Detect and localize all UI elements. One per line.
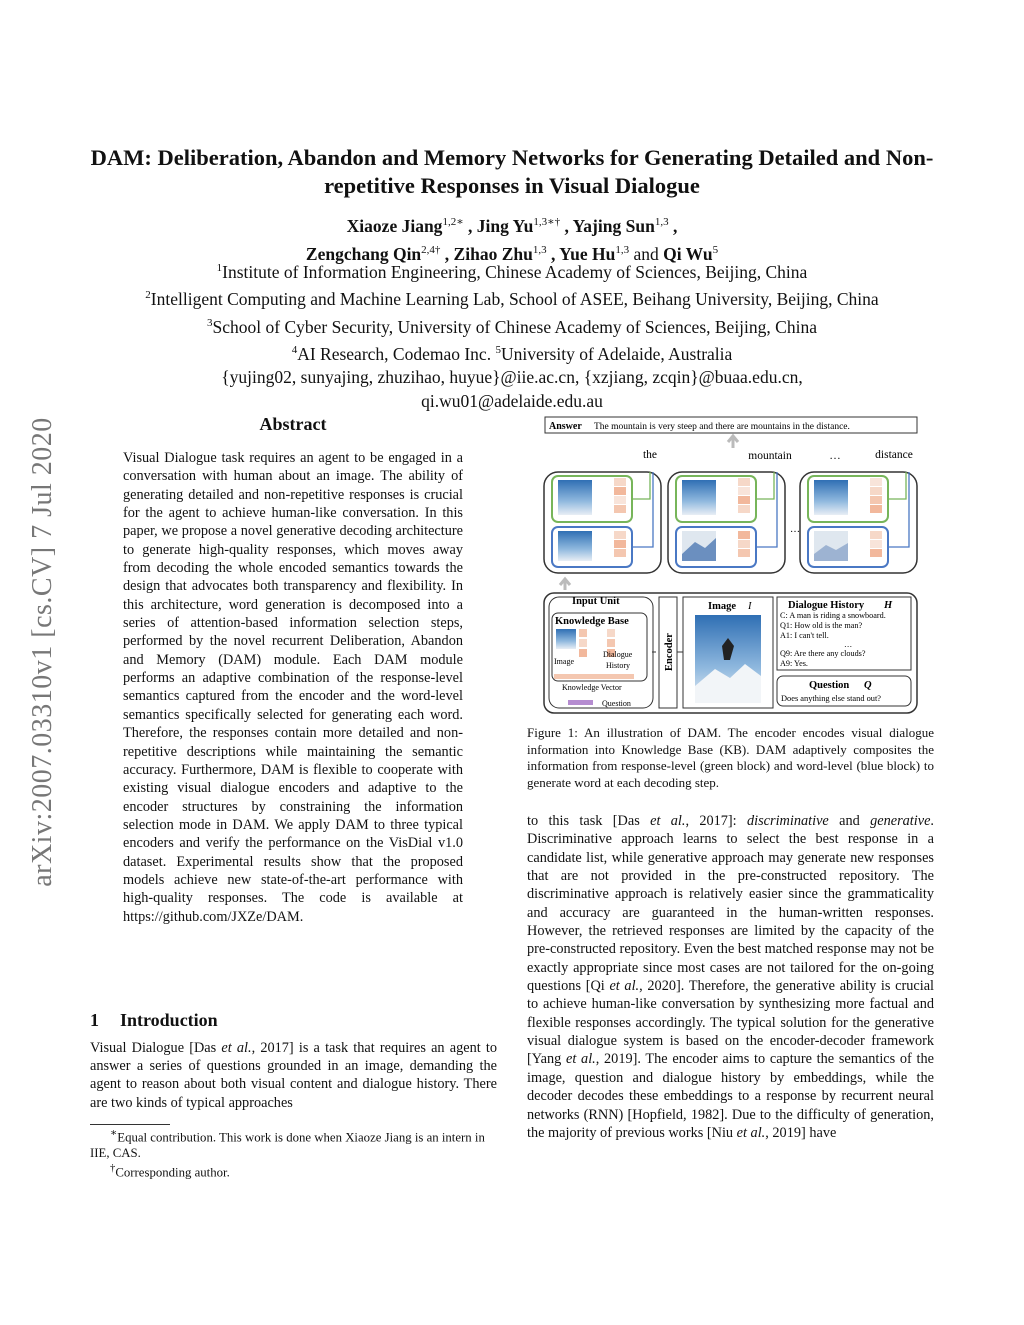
footnote — [90, 1161, 497, 1180]
question-label: Question — [809, 680, 850, 691]
intro-text: , 2017] is a task that requires an agent to answer a series of questions grounded in an image, demanding the agent to reason about both visual content and dialogue history. There are two kinds of typical approaches — [90, 1040, 498, 1111]
author-name: Yue Hu — [559, 243, 616, 264]
input-unit-label: Input Unit — [572, 596, 620, 607]
author-name: Zengchang Qin — [305, 243, 422, 264]
ellipsis: … — [790, 524, 800, 535]
body-text: , 2020]. Therefore, the generative ability is crucial to achieve human-like conversation by synthesizing more factual and flexible responses accordingly. The typical solution for the generative visual dialogue system is based on the encoder-decoder framework [Yang — [527, 978, 935, 1068]
history-line: Q1: How old is the man? — [780, 621, 863, 630]
author-sup: 1,3 — [615, 243, 630, 256]
body-text: , 2019]. The encoder aims to capture the semantics of the image, question and dialogue history by embeddings, while the decoder decodes these embeddings to a response by recurrent neural networks (RNN) [Hopfield, 1982]. Due to the difficulty of generation, the majority of previous works [Niu — [527, 1051, 934, 1141]
arxiv-identifier: arXiv:2007.03310v1 [cs.CV] 7 Jul 2020 — [27, 417, 58, 887]
word-label: … — [829, 450, 841, 462]
footnote — [90, 1126, 497, 1161]
snowboard-image — [682, 480, 716, 515]
affiliation-text: Institute of Information Engineering, Chinese Academy of Sciences, Beijing, China — [222, 261, 808, 282]
intro-etal: et al. — [221, 1040, 252, 1056]
author-name: Zihao Zhu — [453, 243, 533, 264]
history-line: C: A man is riding a snowboard. — [780, 611, 886, 620]
author-name: Xiaoze Jiang — [346, 215, 443, 236]
kb-dialogue-label: Dialogue — [603, 650, 633, 659]
affiliation-sup: 3 — [207, 316, 213, 329]
word-label: mountain — [748, 450, 792, 462]
image-var: I — [748, 601, 752, 612]
author-sup: 1,3 — [654, 216, 669, 228]
email-line: {yujing02, sunyajing, zhuzihao, huyue}@iie.ac.cn, {xzjiang, zcqin}@buaa.edu.cn, — [221, 367, 803, 388]
footnote-text: Equal contribution. This work is done when Xiaoze Jiang is an intern in IIE, CAS. — [90, 1130, 485, 1161]
affiliation-line — [60, 284, 964, 311]
footnote-text: Corresponding author. — [115, 1165, 230, 1180]
up-arrow-icon — [560, 579, 570, 590]
word-label: distance — [875, 449, 913, 461]
body-text: . Discriminative approach learns to select the best response in a candidate list, while generative approach may generate new responses that are not provided in the pre-constructed repository. The discriminative approach is relatively easier since the grammaticality and accuracy are guaranteed in the human-written responses. However, the retrieved responses are limited by the capacity of the pre-constructed repository. Even the best matched response may not be exactly appropriate since most cases are not tailored for the on-going questions [Qi — [527, 813, 934, 995]
footnote-mark: † — [110, 1163, 116, 1175]
word-label: the — [642, 449, 658, 461]
author-sup: 1,2∗ — [442, 216, 464, 228]
dialogue-history-label: Dialogue History — [788, 600, 865, 611]
figure-caption: Figure 1: An illustration of DAM. The encoder encodes visual dialogue information into Knowledge Base (KB). DAM adaptively composites the information from response-level (green block) and word-level (blue block) to generate word at each decoding step. — [527, 725, 934, 790]
section-number: 1 — [90, 1010, 99, 1030]
section-title: Introduction — [120, 1010, 218, 1030]
dam-figure — [540, 414, 922, 717]
affiliation-line — [60, 257, 964, 284]
question-legend-swatch — [568, 700, 593, 705]
question-legend-label: Question — [602, 699, 631, 708]
term-discriminative: discriminative — [746, 813, 829, 829]
dam-module — [668, 472, 785, 573]
intro-paragraph — [90, 1039, 497, 1112]
up-arrow-icon — [728, 436, 738, 448]
right-column-text — [527, 812, 934, 1142]
affiliation-sup: 4 — [291, 343, 298, 356]
encoder-label: Encoder — [664, 633, 675, 671]
etal: et al. — [609, 978, 640, 995]
body-text: , 2017]: — [685, 813, 747, 829]
author-sup: 1,3∗† — [533, 216, 561, 228]
intro-text: Visual Dialogue [Das — [90, 1040, 222, 1056]
snowboard-image — [814, 480, 848, 515]
snowboard-image — [558, 531, 592, 561]
term-generative: generative — [870, 813, 931, 829]
affiliation-line — [60, 312, 964, 339]
history-line: A9: Yes. — [780, 659, 808, 668]
answer-label: Answer — [549, 421, 582, 432]
affiliation-sup: 5 — [495, 343, 501, 356]
history-line: … — [844, 640, 853, 649]
affiliation-text: AI Research, Codemao Inc. — [297, 343, 492, 364]
author-sup: 5 — [712, 243, 719, 256]
affiliation-text: School of Cyber Security, University of Chinese Academy of Sciences, Beijing, China — [212, 316, 817, 337]
abstract-body: Visual Dialogue task requires an agent to be engaged in a conversation with human about an image. The ability of generating detailed and non-repetitive responses is crucial for the agent to achieve human-like conversation. In this paper, we propose a novel generative decoding architecture to generate high-quality responses, which moves away from decoding the whole encoded semantics towards the design that advocates both transparency and flexibility. In this architecture, word generation is decomposed into a series of attention-based information selection steps, performed by the novel recurrent Deliberation, Abandon and Memory (DAM) module. Each DAM module performs an adaptive combination of the response-level semantics captured from the encoder and the word-level semantics specifically selected for generating each word. Therefore, the responses contain more detailed and non-repetitive descriptions while maintaining the semantic accuracy. Furthermore, DAM is flexible to cooperate with existing visual dialogue encoders and adaptive to the encoder structures by constraining the information selection mode in DAM. We apply DAM to three typical encoders and verify the performance on the VisDial v1.0 dataset. Experimental results show that the proposed models achieve new state-of-the-art performance with high-quality responses. The code is available at https://github.com/JXZe/DAM. — [123, 450, 463, 925]
author-name: Jing Yu — [476, 215, 534, 236]
kb-image-thumb — [556, 629, 576, 649]
history-var: H — [884, 600, 893, 611]
knowledge-vector-label: Knowledge Vector — [562, 683, 622, 692]
kb-image-label: Image — [554, 657, 574, 666]
knowledge-base-label: Knowledge Base — [555, 616, 629, 627]
etal: et al. — [736, 1124, 766, 1141]
snowboard-image — [558, 480, 592, 515]
author-list: Xiaoze Jiang$^{1,2∗}$ , Jing $Yu^{1,3∗\dagger}$ , Yajing Sun$^{1,3}$ , Zengchang Qin$^{2,4\dagger}$ , Zihao Zhu$^{1,3}$ , Yue Hu$^{1,3}$ and Qi Wu$^5$ — [305, 215, 719, 264]
footnotes — [90, 1126, 497, 1181]
author-and: and — [633, 243, 659, 264]
question-text: Does anything else stand out? — [781, 694, 882, 703]
author-name: Yajing Sun — [572, 215, 655, 236]
email-line: qi.wu01@adelaide.edu.au — [421, 390, 603, 411]
footnote-rule — [90, 1124, 170, 1125]
affiliation-text: Intelligent Computing and Machine Learning Lab, School of ASEE, Beihang University, Beijing, China — [150, 289, 879, 310]
image-label: Image — [708, 601, 736, 612]
etal: et al. — [566, 1051, 596, 1068]
footnote-mark: ∗ — [110, 1128, 118, 1139]
paper-title: DAM: Deliberation, Abandon and Memory Networks for Generating Detailed and Non-repetitive Responses in Visual Dialogue — [90, 145, 934, 198]
dam-module — [544, 472, 661, 573]
question-var: Q — [864, 680, 872, 691]
body-text: , 2019] have — [765, 1124, 837, 1141]
affiliation-text: University of Adelaide, Australia — [500, 343, 733, 364]
dam-module — [800, 472, 917, 573]
arxiv-sidebar — [28, 372, 58, 932]
history-line: Q9: Are there any clouds? — [780, 649, 866, 658]
affiliation-sup: 1 — [216, 262, 223, 274]
author-name: Qi Wu — [663, 243, 713, 264]
section-heading — [90, 1010, 218, 1031]
body-text: to this task [Das — [527, 813, 651, 829]
body-text: and — [828, 813, 871, 829]
affiliation-sup: 2 — [145, 289, 151, 302]
author-sup: 2,4† — [421, 243, 441, 256]
affiliations — [60, 257, 964, 413]
answer-text: The mountain is very steep and there are mountains in the distance. — [594, 422, 850, 432]
author-sup: 1,3 — [532, 243, 547, 256]
affiliation-line — [60, 339, 964, 366]
kb-history-label: History — [606, 661, 630, 670]
etal: et al. — [650, 813, 686, 829]
abstract-heading: Abstract — [259, 414, 327, 434]
history-line: A1: I can't tell. — [780, 631, 829, 640]
